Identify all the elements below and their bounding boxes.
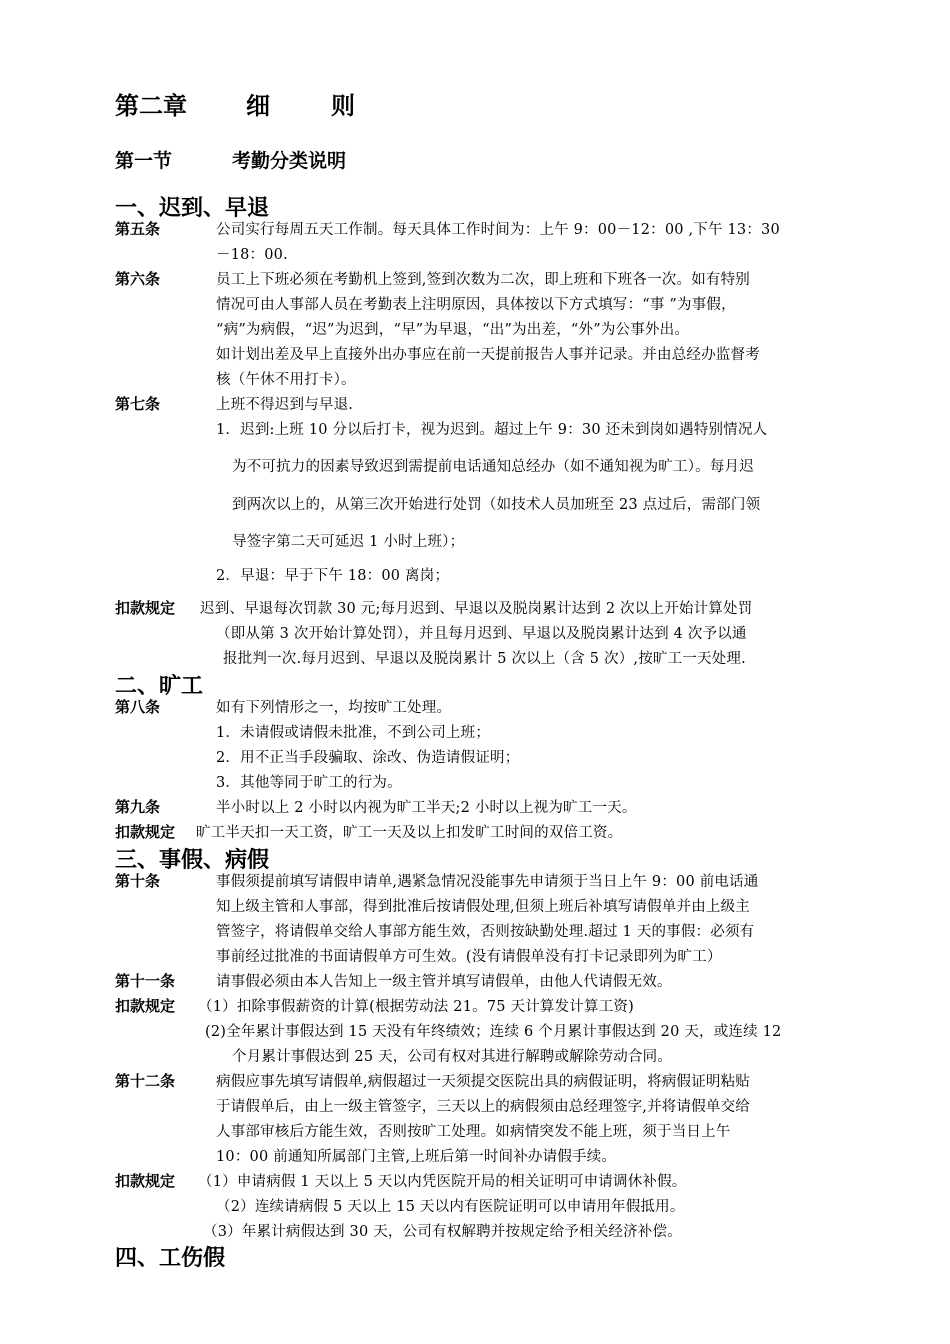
section-number: 第一节	[115, 150, 173, 172]
article-7-item: 1．迟到:上班 10 分以后打卡，视为迟到。超过上午 9：30 还未到岗如遇特别情况人	[216, 422, 768, 438]
article-10-line: 事前经过批准的书面请假单方可生效。(没有请假单没有打卡记录即列为旷工）	[216, 949, 722, 965]
article-12-label: 第十二条	[115, 1072, 176, 1090]
article-6-label: 第六条	[115, 270, 161, 288]
article-8-line: 如有下列情形之一，均按旷工处理。	[216, 700, 452, 716]
article-12-line: 人事部审核后方能生效，否则按旷工处理。如病情突发不能上班，须于当日上午	[216, 1124, 731, 1140]
penalty-4-label: 扣款规定	[115, 1172, 176, 1190]
article-5-line: －18：00.	[216, 247, 288, 263]
article-8-item: 3．其他等同于旷工的行为。	[216, 775, 402, 791]
article-7-item: 到两次以上的，从第三次开始进行处罚（如技术人员加班至 23 点过后，需部门领	[232, 497, 761, 513]
article-8-item: 1．未请假或请假未批准，不到公司上班；	[216, 725, 491, 741]
chapter-name-char1: 细	[246, 92, 270, 120]
penalty-1-line: 报批判一次.每月迟到、早退以及脱岗累计 5 次以上（含 5 次）,按旷工一天处理.	[223, 651, 746, 667]
article-7-item: 导签字第二天可延迟 1 小时上班）；	[232, 534, 465, 550]
article-12-line: 10：00 前通知所属部门主管,上班后第一时间补办请假手续。	[216, 1149, 617, 1165]
penalty-4-line: （1）申请病假 1 天以上 5 天以内凭医院开局的相关证明可申请调休补假。	[198, 1174, 687, 1190]
article-11-line: 请事假必须由本人告知上一级主管并填写请假单，由他人代请假无效。	[216, 974, 672, 990]
article-8-item: 2．用不正当手段骗取、涂改、伪造请假证明；	[216, 750, 520, 766]
article-7-line: 上班不得迟到与早退.	[216, 397, 354, 413]
article-10-line: 管签字，将请假单交给人事部方能生效，否则按缺勤处理.超过 1 天的事假：必须有	[216, 924, 755, 940]
penalty-1-label: 扣款规定	[115, 599, 176, 617]
article-9-label: 第九条	[115, 798, 161, 816]
heading-late-early: 一、迟到、早退	[115, 196, 270, 221]
chapter-name-char2: 则	[331, 92, 355, 120]
article-12-line: 于请假单后，由上一级主管签字，三天以上的病假须由总经理签字,并将请假单交给	[216, 1099, 751, 1115]
penalty-3-line: 个月累计事假达到 25 天，公司有权对其进行解聘或解除劳动合同。	[232, 1049, 673, 1065]
heading-absent: 二、旷工	[115, 674, 204, 699]
penalty-1-line: 迟到、早退每次罚款 30 元;每月迟到、早退以及脱岗累计达到 2 次以上开始计算处罚	[200, 601, 753, 617]
article-6-line: 核（午休不用打卡）。	[216, 372, 356, 388]
penalty-3-line: (2)全年累计事假达到 15 天没有年终绩效；连续 6 个月累计事假达到 20 天，或连续 12	[205, 1024, 782, 1040]
chapter-title: 第二章	[115, 92, 187, 120]
heading-leave: 三、事假、病假	[115, 848, 270, 873]
article-6-line: 情况可由人事部人员在考勤表上注明原因，具体按以下方式填写：“事 ”为事假，	[216, 297, 736, 313]
article-8-label: 第八条	[115, 698, 161, 716]
article-12-line: 病假应事先填写请假单,病假超过一天须提交医院出具的病假证明，将病假证明粘贴	[216, 1074, 751, 1090]
article-11-label: 第十一条	[115, 972, 176, 990]
article-6-line: 如计划出差及早上直接外出办事应在前一天提前报告人事并记录。并由总经办监督考	[216, 347, 760, 363]
penalty-2-line: 旷工半天扣一天工资，旷工一天及以上扣发旷工时间的双倍工资。	[196, 825, 623, 841]
article-7-item: 2．早退：早于下午 18：00 离岗；	[216, 568, 450, 584]
article-5-label: 第五条	[115, 220, 161, 238]
heading-injury: 四、工伤假	[115, 1246, 226, 1271]
article-5-line: 公司实行每周五天工作制。每天具体工作时间为：上午 9：00－12：00 ,下午 13：30	[216, 222, 780, 238]
article-10-line: 事假须提前填写请假申请单,遇紧急情况没能事先申请须于当日上午 9：00 前电话通	[216, 874, 759, 890]
penalty-3-label: 扣款规定	[115, 997, 176, 1015]
penalty-4-line: （2）连续请病假 5 天以上 15 天以内有医院证明可以申请用年假抵用。	[216, 1199, 685, 1215]
penalty-1-line: （即从第 3 次开始计算处罚），并且每月迟到、早退以及脱岗累计达到 4 次予以通	[216, 626, 747, 642]
section-title: 考勤分类说明	[232, 150, 347, 172]
article-6-line: “病”为病假，“迟”为迟到，“早”为早退，“出”为出差，“外”为公事外出。	[216, 322, 690, 338]
article-10-label: 第十条	[115, 872, 161, 890]
penalty-2-label: 扣款规定	[115, 823, 176, 841]
article-7-label: 第七条	[115, 395, 161, 413]
penalty-3-line: （1）扣除事假薪资的计算(根据劳动法 21。75 天计算发计算工资)	[198, 999, 634, 1015]
penalty-4-line: （3）年累计病假达到 30 天，公司有权解聘并按规定给予相关经济补偿。	[203, 1224, 682, 1240]
article-6-line: 员工上下班必须在考勤机上签到,签到次数为二次，即上班和下班各一次。如有特别	[216, 272, 751, 288]
article-9-line: 半小时以上 2 小时以内视为旷工半天;2 小时以上视为旷工一天。	[216, 800, 637, 816]
article-7-item: 为不可抗力的因素导致迟到需提前电话通知总经办（如不通知视为旷工）。每月迟	[232, 459, 754, 475]
article-10-line: 知上级主管和人事部，得到批准后按请假处理,但须上班后补填写请假单并由上级主	[216, 899, 751, 915]
